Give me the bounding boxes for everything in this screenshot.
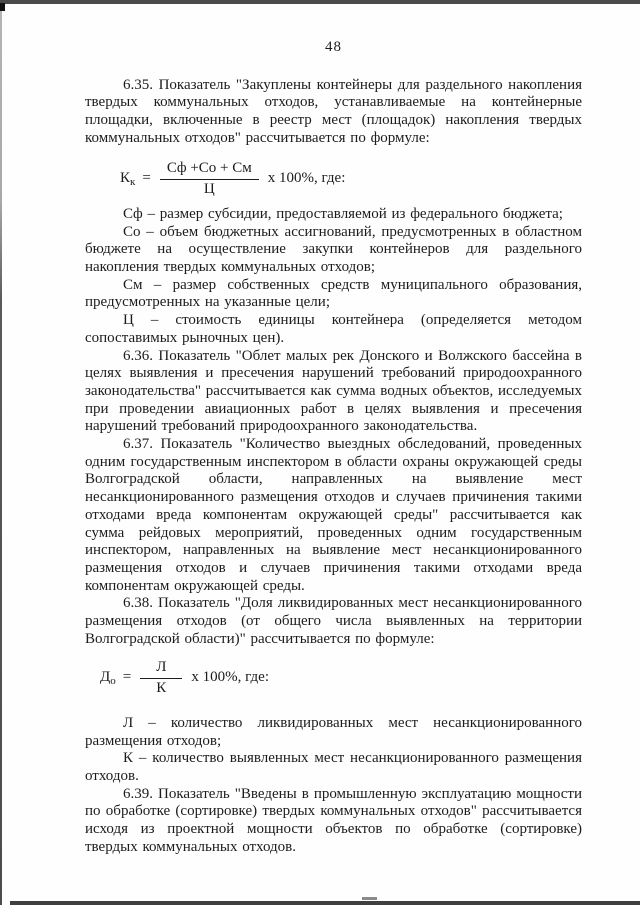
formula-kk-denominator: Ц [203,181,215,198]
definition-k: К – количество выявленных мест несанкционированного размещения отходов. [85,750,582,785]
formula-do-lhs: $Д_о$ [100,669,116,688]
page-number: 48 [325,39,342,55]
definition-sf: Сф – размер субсидии, предоставляемой из федерального бюджета; [123,205,563,222]
formula-kk-fraction [160,160,259,199]
paragraph-6-35: 6.35. Показатель "Закуплены контейнеры для раздельного накопления твердых коммунальных отходов, устанавливаемые на контейнерные площадки, включенные в реестр мест (площадок) накопления твердых коммунальных отходов" рассчитывается по формуле: [85,76,582,146]
formula-kk-numerator: Сф +Со + См [160,160,259,181]
paragraph-6-37: 6.37. Показатель "Количество выездных обследований, проведенных одним государственным инспектором в области охраны окружающей среды Волгоградской области, направленных на выявление мест несанкционированного размещения отходов и случаев причинения такими отходами вреда компонентам окружающей среды" рассчитывается как сумма рейдовых мероприятий, проведенных одним государственным инспектором, направленных на выявление мест несанкционированного размещения отходов и случаев причинения такими отходами вреда компонентам окружающей среды. [85,436,582,594]
paragraph-6-38: 6.38. Показатель "Доля ликвидированных мест несанкционированного размещения отходов (от общего числа выявленных на территории Волгоградской области)" рассчитывается по формуле: [85,595,582,647]
scan-artifact-tick [362,897,377,900]
formula-kk [120,160,582,199]
formula-do-subscript: о [110,675,116,688]
formula-do [100,659,582,698]
scan-border-bottom [10,901,640,905]
formula-kk-lhs: $К_к$ [120,170,136,189]
formula-do-numerator: Л [140,659,182,680]
formula-kk-suffix: x 100%, где: [267,170,346,187]
definition-l: Л – количество ликвидированных мест несанкционированного размещения отходов; [85,714,582,749]
definition-c: Ц – стоимость единицы контейнера (определяется методом сопоставимых рыночных цен). [85,312,582,346]
formula-kk-subscript: к [130,176,136,189]
formula-do-suffix: x 100%, где: [191,669,269,686]
paragraph-6-36: 6.36. Показатель "Облет малых рек Донского и Волжского бассейна в целях выявления и пресечения нарушений требований природоохранного законодательства" рассчитывается как сумма водных объектов, исследуемых при проведении авиационных работ в целях выявления и пресечения нарушений требований природоохранного законодательства. [85,347,582,435]
definition-so: Со – объем бюджетных ассигнований, предусмотренных в областном бюджете на осуществление закупки контейнеров для раздельного накопления твердых коммунальных отходов; [85,223,582,276]
formula-do-fraction [140,659,182,698]
formula-do-denominator: К [156,680,167,697]
definition-sm: См – размер собственных средств муниципального образования, предусмотренных на указанные цели; [85,276,582,311]
formula-do-equals: = [122,669,132,686]
paragraph-6-39: 6.39. Показатель "Введены в промышленную эксплуатацию мощности по обработке (сортировке) твердых коммунальных отходов" рассчитывается исходя из проектной мощности объектов по обработке (сортировке) твердых коммунальных отходов. [85,785,582,855]
formula-kk-equals: = [142,170,151,187]
